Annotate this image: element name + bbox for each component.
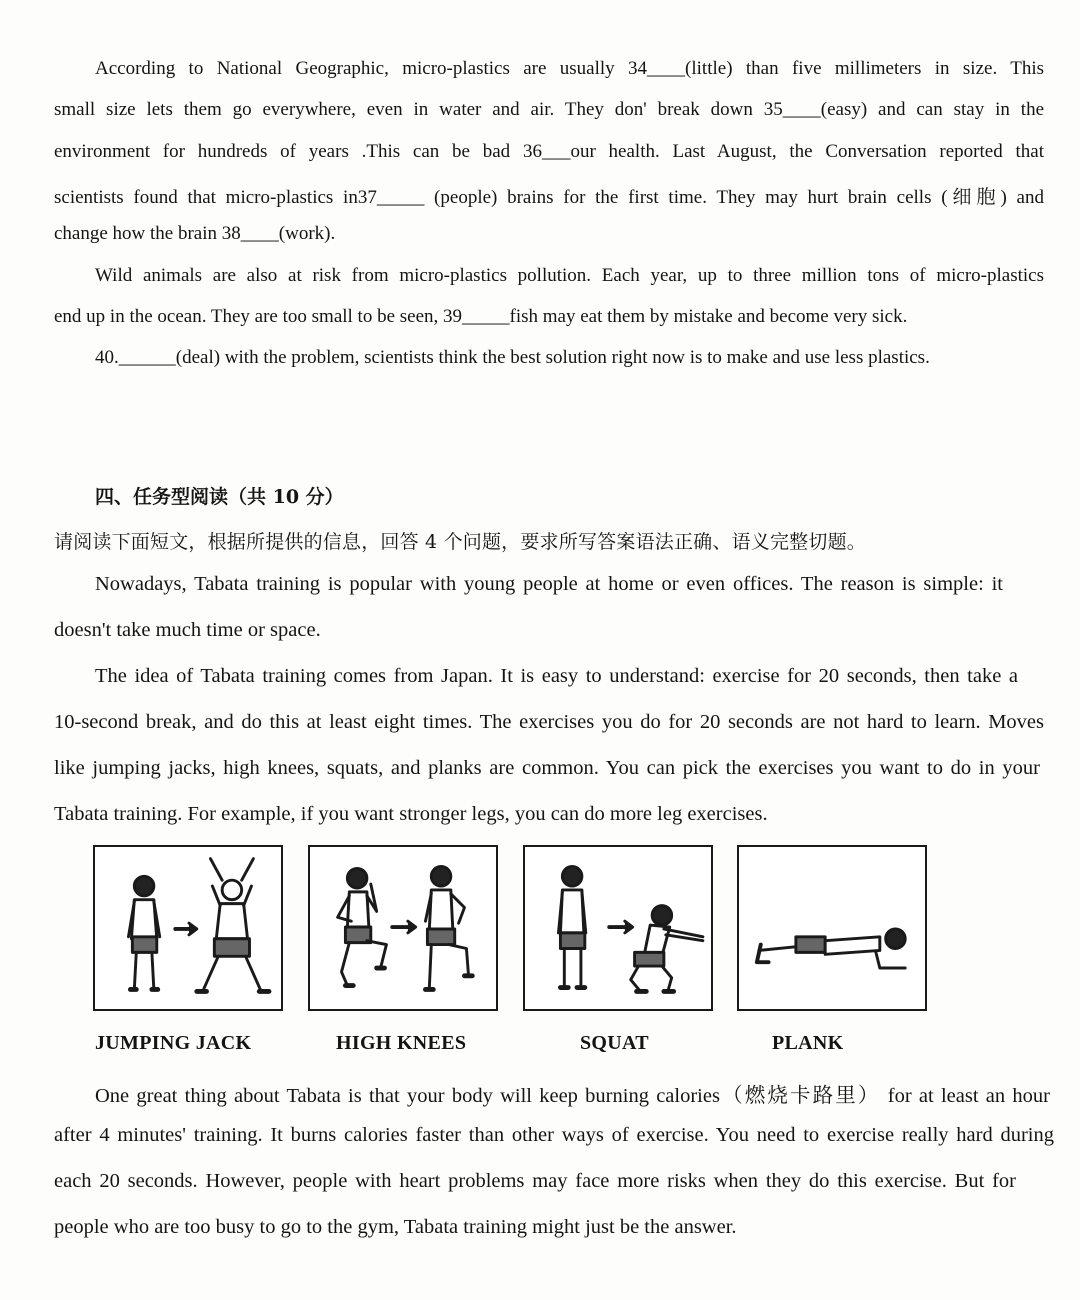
jumping-jack-figure [93,845,283,1011]
caption-jumping-jack: JUMPING JACK [95,1032,252,1054]
squat-figure [523,845,713,1011]
text-line: end up in the ocean. They are too small to be seen, 39_____fish may eat them by mistake and become very sick. [54,306,908,327]
plank-figure [737,845,927,1011]
caption-high-knees: HIGH KNEES [336,1032,467,1054]
caption-squat: SQUAT [580,1032,649,1054]
text-line: people who are too busy to go to the gym, Tabata training might just be the answer. [54,1216,737,1238]
text-line: Wild animals are also at risk from micro-plastics pollution. Each year, up to three million tons of micro-plastics [95,265,1044,286]
text-line: after 4 minutes' training. It burns calories faster than other ways of exercise. You need to exercise really hard during [54,1124,1054,1146]
text-line: One great thing about Tabata is that your body will keep burning calories（燃烧卡路里） for at least an hour [95,1085,1050,1107]
text-line: doesn't take much time or space. [54,619,321,641]
text-line: The idea of Tabata training comes from Japan. It is easy to understand: exercise for 20 seconds, then take a [95,665,1018,687]
section-instruction: 请阅读下面短文，根据所提供的信息，回答 4 个问题，要求所写答案语法正确、语义完整切题。 [54,531,866,553]
high-knees-figure [308,845,498,1011]
text-line: 40.______(deal) with the problem, scientists think the best solution right now is to make and use less plastics. [95,347,930,368]
caption-plank: PLANK [772,1032,844,1054]
text-line: Tabata training. For example, if you want stronger legs, you can do more leg exercises. [54,803,768,825]
text-line: Nowadays, Tabata training is popular with young people at home or even offices. The reason is simple: it [95,573,1003,595]
text-line: change how the brain 38____(work). [54,223,336,244]
text-line: small size lets them go everywhere, even in water and air. They don' break down 35____(easy) and can stay in the [54,99,1044,120]
text-line: scientists found that micro-plastics in37_____ (people) brains for the first time. They may hurt brain cells (细胞) and [54,187,1044,208]
text-line: environment for hundreds of years .This can be bad 36___our health. Last August, the Conversation reported that [54,141,1044,162]
text-line: 10-second break, and do this at least eight times. The exercises you do for 20 seconds are not hard to learn. Moves [54,711,1044,733]
text-line: According to National Geographic, micro-plastics are usually 34____(little) than five millimeters in size. This [95,58,1044,79]
text-line: like jumping jacks, high knees, squats, and planks are common. You can pick the exercises you want to do in your [54,757,1040,779]
section-title: 四、任务型阅读（共 10 分） [95,486,344,508]
text-line: each 20 seconds. However, people with heart problems may face more risks when they do this exercise. But for [54,1170,1016,1192]
